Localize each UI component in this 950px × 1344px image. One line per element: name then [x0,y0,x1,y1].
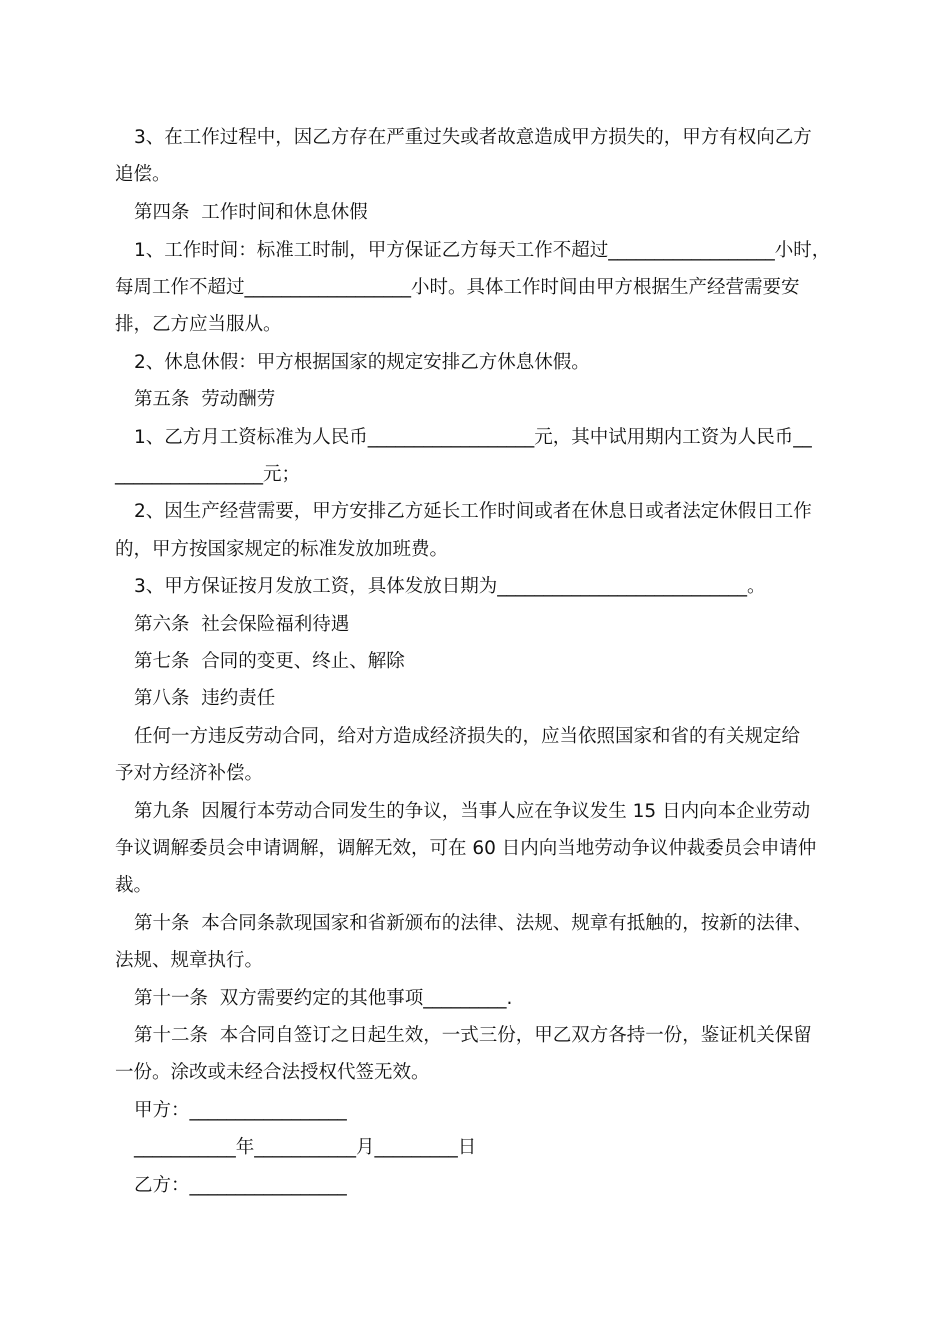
article-4-heading: 第四条 工作时间和休息休假 [134,202,368,223]
article-8-body-line-2: 予对方经济补偿。 [115,763,264,784]
clause-5-3: 3、甲方保证按月发放工资，具体发放日期为___________________________。 [134,576,766,597]
article-6-heading: 第六条 社会保险福利待遇 [134,614,350,635]
article-9-line-3: 裁。 [115,875,153,896]
party-a-signature: 甲方：_________________ [134,1100,347,1121]
signing-date: ___________年___________月_________日 [134,1137,477,1158]
article-12-line-1: 第十二条 本合同自签订之日起生效，一式三份，甲乙双方各持一份，鉴证机关保留 [134,1025,812,1046]
article-9-line-2: 争议调解委员会申请调解，调解无效，可在 60 日内向当地劳动争议仲裁委员会申请仲 [115,838,817,859]
article-10-line-1: 第十条 本合同条款现国家和省新颁布的法律、法规、规章有抵触的，按新的法律、 [134,913,812,934]
article-8-body-line-1: 任何一方违反劳动合同，给对方造成经济损失的，应当依照国家和省的有关规定给 [134,726,801,747]
article-10-line-2: 法规、规章执行。 [115,950,264,971]
article-12-line-2: 一份。涂改或未经合法授权代签无效。 [115,1062,430,1083]
clause-3-3-line-1: 3、在工作过程中，因乙方存在严重过失或者故意造成甲方损失的，甲方有权向乙方 [134,127,812,148]
clause-4-1-line-3: 排，乙方应当服从。 [115,314,282,335]
clause-5-1-line-2: ________________元； [115,464,301,485]
clause-4-1-line-2: 每周工作不超过__________________小时。具体工作时间由甲方根据生产经营需要安 [115,277,800,298]
article-8-heading: 第八条 违约责任 [134,688,276,709]
clause-5-2-line-1: 2、因生产经营需要，甲方安排乙方延长工作时间或者在休息日或者法定休假日工作 [134,501,812,522]
clause-4-1-line-1: 1、工作时间：标准工时制，甲方保证乙方每天工作不超过__________________小时， [134,240,831,261]
party-b-signature: 乙方：_________________ [134,1175,347,1196]
clause-4-2: 2、休息休假：甲方根据国家的规定安排乙方休息休假。 [134,352,590,373]
article-11: 第十一条 双方需要约定的其他事项_________. [134,988,513,1009]
article-7-heading: 第七条 合同的变更、终止、解除 [134,651,405,672]
clause-5-1-line-1: 1、乙方月工资标准为人民币__________________元，其中试用期内工资为人民币__ [134,427,812,448]
article-5-heading: 第五条 劳动酬劳 [134,389,276,410]
clause-3-3-line-2: 追偿。 [115,164,171,185]
article-9-line-1: 第九条 因履行本劳动合同发生的争议，当事人应在争议发生 15 日内向本企业劳动 [134,801,811,822]
clause-5-2-line-2: 的，甲方按国家规定的标准发放加班费。 [115,539,449,560]
